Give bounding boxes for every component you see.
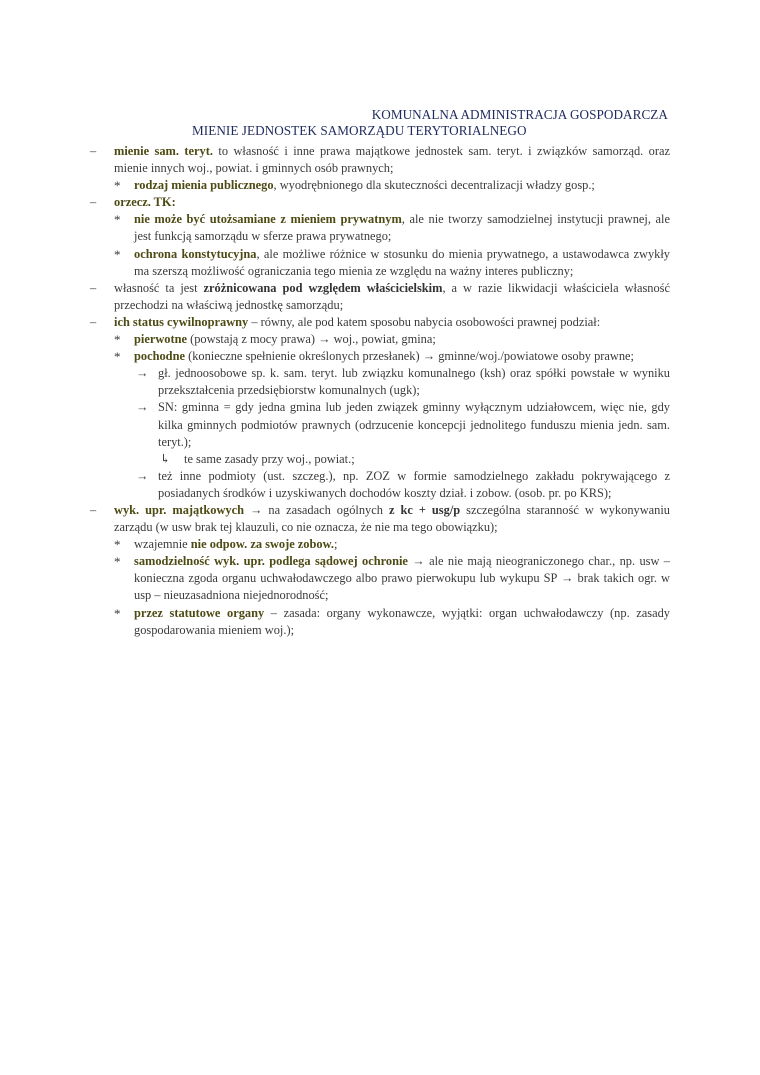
list-item: → też inne podmioty (ust. szczeg.), np. ZOZ w formie samodzielnego zakładu pokrywającego z posiadanych środków i uzyskiwanych dochodów koszty dział. i zobow. (osob. pr. po KRS); xyxy=(136,468,670,500)
list-item: * pierwotne (powstają z mocy prawa) → woj., powiat, gmina; xyxy=(114,332,436,348)
hook-arrow-icon: ↳ xyxy=(160,451,171,466)
list-item: – wyk. upr. majątkowych → na zasadach ogólnych z kc + usg/p szczególna staranność w wykonywaniu zarządu (w usw brak tej klauzuli, co nie oznacza, że nie ma tego obowiązku); xyxy=(90,502,670,535)
arrow-bullet-icon: → xyxy=(136,400,149,415)
star-bullet-icon: * xyxy=(114,349,121,365)
list-item: * rodzaj mienia publicznego, wyodrębnionego dla skuteczności decentralizacji władzy gosp.; xyxy=(114,178,595,194)
star-bullet-icon: * xyxy=(114,537,121,553)
dash-bullet-icon: – xyxy=(90,280,97,295)
list-item: – własność ta jest zróżnicowana pod względem właścicielskim, a w razie likwidacji właściciela własność przechodzi na właściwą jednostkę samorządu; xyxy=(90,280,671,312)
dash-bullet-icon: – xyxy=(90,144,97,158)
document-body xyxy=(90,143,670,639)
arrow-bullet-icon: → xyxy=(136,468,149,483)
list-item: * pochodne (konieczne spełnienie określonych przesłanek) → gminne/woj./powiatowe osoby prawne; xyxy=(114,349,634,365)
list-item: ↳ te same zasady przy woj., powiat.; xyxy=(90,451,670,468)
list-item: – ich status cywilnoprawny – równy, ale pod katem sposobu nabycia osobowości prawnej podział: xyxy=(90,314,670,331)
list-item: – orzecz. TK: xyxy=(90,194,670,211)
list-item: * ochrona konstytucyjna, ale możliwe różnice w stosunku do mienia prywatnego, a ustawodawca zwykły ma szerszą możliwość ograniczania tego mienia ze względu na ważny interes publiczny; xyxy=(114,246,670,278)
star-bullet-icon: * xyxy=(114,212,121,228)
list-item: * przez statutowe organy – zasada: organy wykonawcze, wyjątki: organ uchwałodawczy (np. zasady gospodarowania mieniem woj.); xyxy=(114,605,670,637)
arrow-bullet-icon: → xyxy=(136,366,149,381)
list-item: * wzajemnie nie odpow. za swoje zobow.; xyxy=(114,537,338,553)
dash-bullet-icon: – xyxy=(90,502,97,517)
document-title: KOMUNALNA ADMINISTRACJA GOSPODARCZA xyxy=(371,107,668,122)
star-bullet-icon: * xyxy=(114,246,121,262)
star-bullet-icon: * xyxy=(114,605,121,621)
list-item: → SN: gminna = gdy jedna gmina lub jeden związek gminny wyłącznym udziałowcem, więc nie, gdy kilka gminnych podmiotów prawnych (odrzucenie koncepcji jednolitego funduszu mienia jedn. sam. teryt.); xyxy=(136,400,670,449)
star-bullet-icon: * xyxy=(114,332,121,348)
list-item: – mienie sam. teryt. to własność i inne prawa majątkowe jednostek sam. teryt. i związków samorząd. oraz mienie innych woj., powiat. i gminnych osób prawnych; xyxy=(90,144,670,176)
list-item: → gł. jednoosobowe sp. k. sam. teryt. lub związku komunalnego (ksh) oraz spółki powstałe w wyniku przekształcenia przedsiębiorstw komunalnych (ugk); xyxy=(136,366,670,398)
dash-bullet-icon: – xyxy=(90,195,97,210)
star-bullet-icon: * xyxy=(114,178,121,194)
dash-bullet-icon: – xyxy=(90,314,97,329)
list-item: * nie może być utożsamiane z mieniem prywatnym, ale nie tworzy samodzielnej instytucji prawnej, ale jest funkcją samorządu w sferze prawa prywatnego; xyxy=(114,212,670,244)
star-bullet-icon: * xyxy=(114,554,121,570)
document-subtitle: MIENIE JEDNOSTEK SAMORZĄDU TERYTORIALNEGO xyxy=(192,123,527,138)
list-item: * samodzielność wyk. upr. podlega sądowej ochronie → ale nie mają nieograniczonego char., np. usw – konieczna zgoda organu uchwałodawczego albo prawo pierwokupu lub wykupu SP → brak takich ogr. w usp – nieuzasadniona niejednorodność; xyxy=(114,554,670,603)
